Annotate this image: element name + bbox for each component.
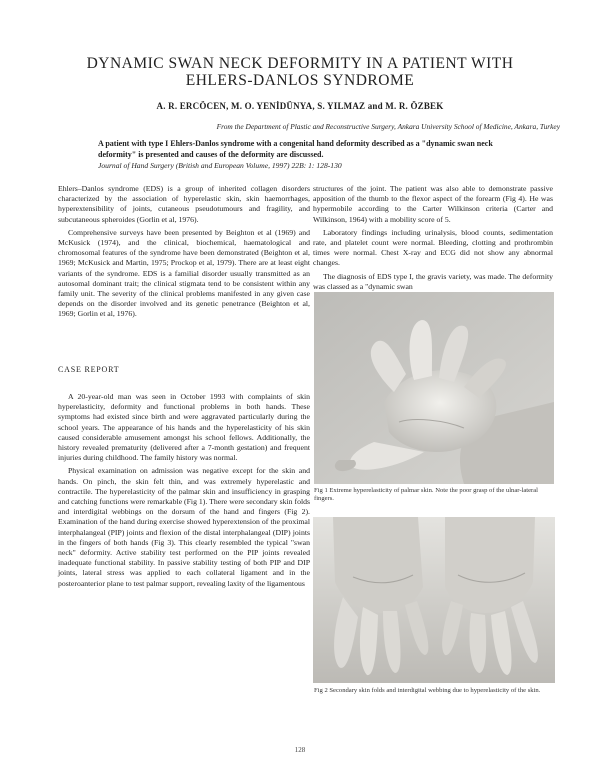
paragraph: Ehlers–Danlos syndrome (EDS) is a group of inherited collagen disorders characterized by the association of hyperelastic skin, skin haemorrhages, hyperextensibility of joints, cutaneous pseudotumours and fragility, and subcutaneous spheroides (Gorlin et al, 1976).: [58, 184, 310, 224]
title-line-2: EHLERS-DANLOS SYNDROME: [185, 72, 415, 89]
affiliation: From the Department of Plastic and Reconstructive Surgery, Ankara University School of Medicine, Ankara, Turkey: [216, 122, 560, 131]
paragraph: The diagnosis of EDS type I, the gravis variety, was made. The deformity was classed as a "dynamic swan: [313, 271, 553, 291]
section-heading-case-report: CASE REPORT: [58, 365, 120, 374]
page-number: 128: [294, 746, 306, 754]
figure-2-caption: Fig 2 Secondary skin folds and interdigital webbing due to hyperelasticity of the skin.: [314, 687, 541, 694]
body-column-left-intro: [58, 184, 310, 323]
abstract: A patient with type I Ehlers-Danlos syndrome with a congenital hand deformity described as a "dynamic swan neck deformity" is presented and causes of the deformity are discussed.: [98, 139, 493, 159]
paragraph: Physical examination on admission was negative except for the skin and hands. On pinch, the skin felt thin, and was extremely hyperelastic and contractile. The hyperelasticity of the palmar skin and insufficiency in grasping and catching functions were remarkable (Fig 1). There were secondary skin folds and interdigital webbings on the dorsum of the hand and fingers (Fig 2). Examination of the hand during exercise showed hyperextension of the proximal interphalangeal (PIP) joints and flexion of the distal interphalangeal (DIP) joints in the fingers of both hands (Fig 3). This clearly resembled the typical "swan neck" deformity. Active stability test performed on the PIP joints revealed inadequate functional stability. In passive stability testing of both PIP and DIP joints, lateral stress was applied to each collateral ligament and in the posteroanterior plane to test palmar support, revealing laxity of the ligamentous: [58, 466, 310, 588]
paragraph: Laboratory findings including urinalysis, blood counts, sedimentation rate, and platelet count were normal. Bleeding, clotting and prothrombin times were normal. Chest X-ray and ECG did not show any abnormal changes.: [313, 227, 553, 268]
author-list: A. R. ERCÖCEN, M. O. YENİDÜNYA, S. YILMAZ and M. R. ÖZBEK: [156, 101, 444, 111]
body-column-right: [313, 184, 553, 295]
figure-1-caption: Fig 1 Extreme hyperelasticity of palmar skin. Note the poor grasp of the ulnar-lateral fingers.: [314, 487, 538, 502]
figure-2-photo: [313, 517, 555, 683]
body-column-left-case: [58, 392, 310, 592]
hand-photo-2: [313, 517, 555, 683]
hand-photo-1: [314, 292, 554, 484]
journal-citation: Journal of Hand Surgery (British and European Volume, 1997) 22B: 1: 128-130: [98, 161, 342, 170]
paragraph: Comprehensive surveys have been presented by Beighton et al (1969) and McKusick (1974), and the clinical, biochemical, haematological and chromosomal features of the syndrome have been demonstrated (Beighton et al, 1969; McKusick and Martin, 1975; Prockop et al, 1979). There are at least eight variants of the syndrome. EDS is a familial disorder usually transmitted as an autosomal dominant trait; the clinical stigmata tend to be consistent within any family unit. The severity of the clinical problems manifested in any given case depends on the disorder involved and its genetic penetrance (Beighton et al, 1969; Gorlin et al, 1976).: [58, 227, 310, 319]
title-line-1: DYNAMIC SWAN NECK DEFORMITY IN A PATIENT WITH: [86, 55, 514, 72]
article-title: [40, 55, 560, 89]
figure-1-photo: [314, 292, 554, 484]
paragraph: A 20-year-old man was seen in October 1993 with complaints of skin hyperelasticity, deformity and functional problems in both hands. These symptoms had existed since birth and were aggravated particularly during the school years. The appearance of his hands and the hyperelasticity of his skin caused considerable amusement amongst his school fellows. Additionally, the history revealed prematurity (delivered after a 7-month gestation) and frequent injuries during childhood. The family history was normal.: [58, 392, 310, 463]
paragraph: structures of the joint. The patient was also able to demonstrate passive apposition of the thumb to the flexor aspect of the forearm (Fig 4). He was hypermobile according to the Carter Wilkinson criteria (Carter and Wilkinson, 1964) with a mobility score of 5.: [313, 184, 553, 224]
